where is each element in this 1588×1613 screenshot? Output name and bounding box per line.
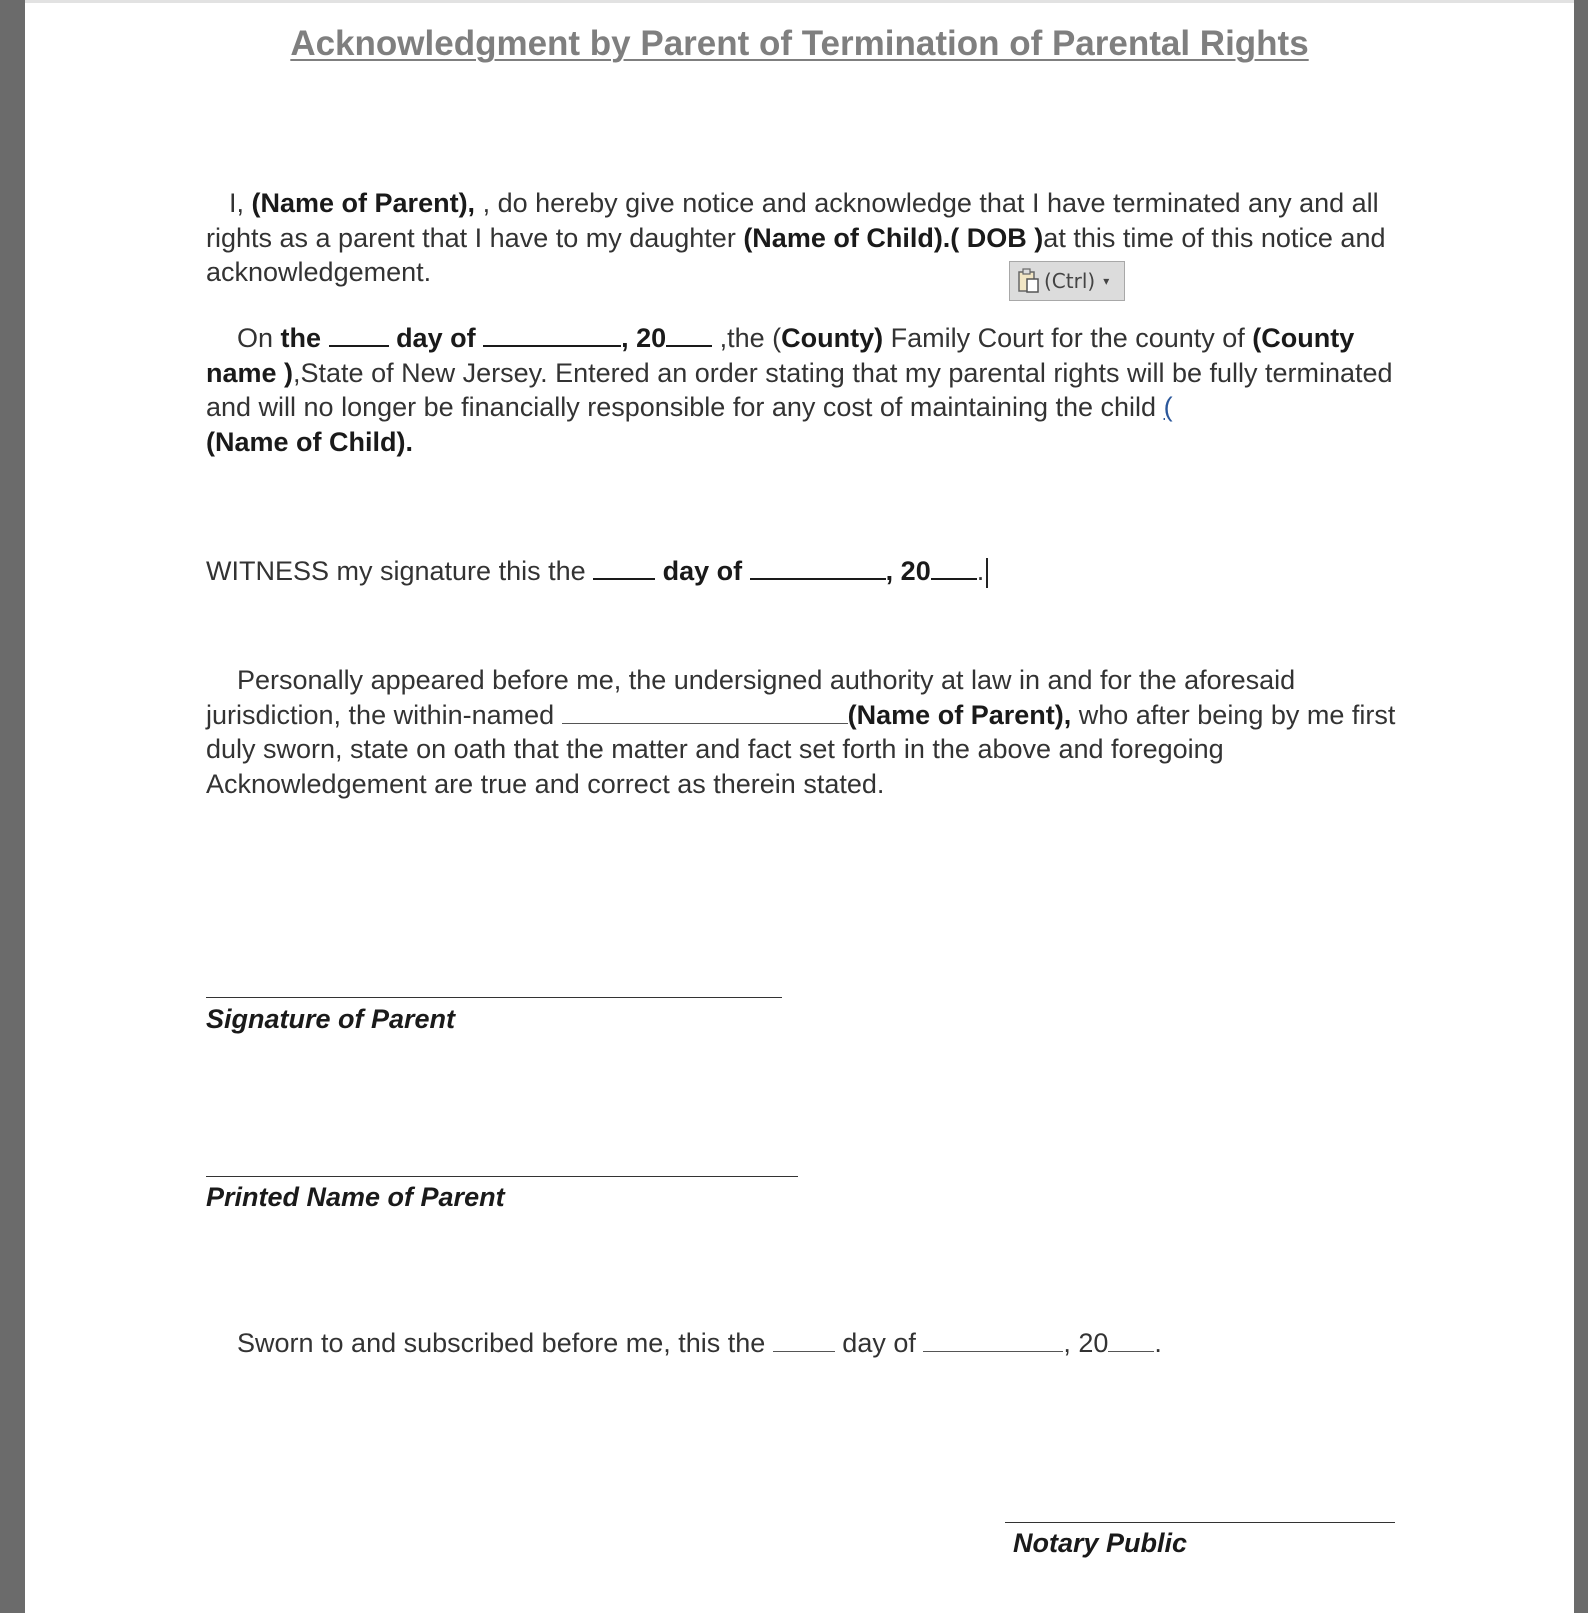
text-cursor <box>986 558 988 588</box>
witness-year-blank[interactable] <box>931 556 977 580</box>
witness-month-blank[interactable] <box>750 556 886 580</box>
county-field[interactable]: County) <box>781 323 884 353</box>
paragraph-appearance[interactable]: Personally appeared before me, the undersigned authority at law in and for the aforesaid jurisdiction, the within-named (Name of Parent), who after being by me first duly sworn, state on oath that the matter and fact set forth in the above and foregoing Acknowledgement are true and correct as therein stated. <box>206 665 1396 799</box>
sworn-day-blank[interactable] <box>773 1329 835 1352</box>
witness-day-blank[interactable] <box>593 556 655 580</box>
month-blank[interactable] <box>483 323 621 347</box>
paragraph-court-order[interactable]: On the day of , 20 ,the (County) Family Court for the county of (County name ),State of New Jersey. Entered an order stating that my parental rights will be fully terminated and will no longer be financially responsible for any cost of maintaining the child ( (Name of Child). <box>206 323 1393 457</box>
document-page <box>25 0 1574 1613</box>
clipboard-icon <box>1018 268 1040 294</box>
year-blank[interactable] <box>666 323 712 347</box>
sworn-month-blank[interactable] <box>923 1329 1063 1352</box>
notary-signature-line[interactable] <box>1005 1522 1395 1523</box>
within-named-blank[interactable] <box>562 701 848 724</box>
signature-of-parent-label: Signature of Parent <box>206 1004 456 1034</box>
witness-line[interactable]: WITNESS my signature this the day of , 20 . <box>206 554 1426 589</box>
name-of-child-field[interactable]: (Name of Child).( DOB ) <box>743 222 1044 253</box>
notary-public-label: Notary Public <box>1013 1528 1188 1558</box>
signature-line[interactable] <box>206 997 782 998</box>
document-title: Acknowledgment by Parent of Termination of Parental Rights <box>290 24 1309 63</box>
sworn-year-blank[interactable] <box>1108 1329 1154 1352</box>
paste-options-button[interactable] <box>1009 261 1125 301</box>
printed-name-line[interactable] <box>206 1176 798 1177</box>
name-of-child-field[interactable]: (Name of Child). <box>206 426 413 457</box>
paragraph-notice[interactable]: I, (Name of Parent), , do hereby give notice and acknowledge that I have terminated any and all rights as a parent that I have to my daughter (Name of Child).( DOB )at this time of this notice and acknowledgement. <box>206 188 1386 287</box>
name-of-parent-field[interactable]: (Name of Parent), <box>847 699 1072 730</box>
tracked-change-mark: ( <box>1163 392 1173 422</box>
page-top-edge <box>25 0 1574 3</box>
paste-options-label: (Ctrl) <box>1044 269 1096 293</box>
day-blank[interactable] <box>329 323 389 347</box>
chevron-down-icon: ▾ <box>1103 274 1110 288</box>
printed-name-of-parent-label: Printed Name of Parent <box>206 1182 505 1212</box>
name-of-parent-field[interactable]: (Name of Parent), <box>251 188 476 218</box>
county-name-field[interactable]: (County name ) <box>206 323 1355 388</box>
sworn-line[interactable]: Sworn to and subscribed before me, this the day of , 20 . <box>237 1328 1162 1358</box>
